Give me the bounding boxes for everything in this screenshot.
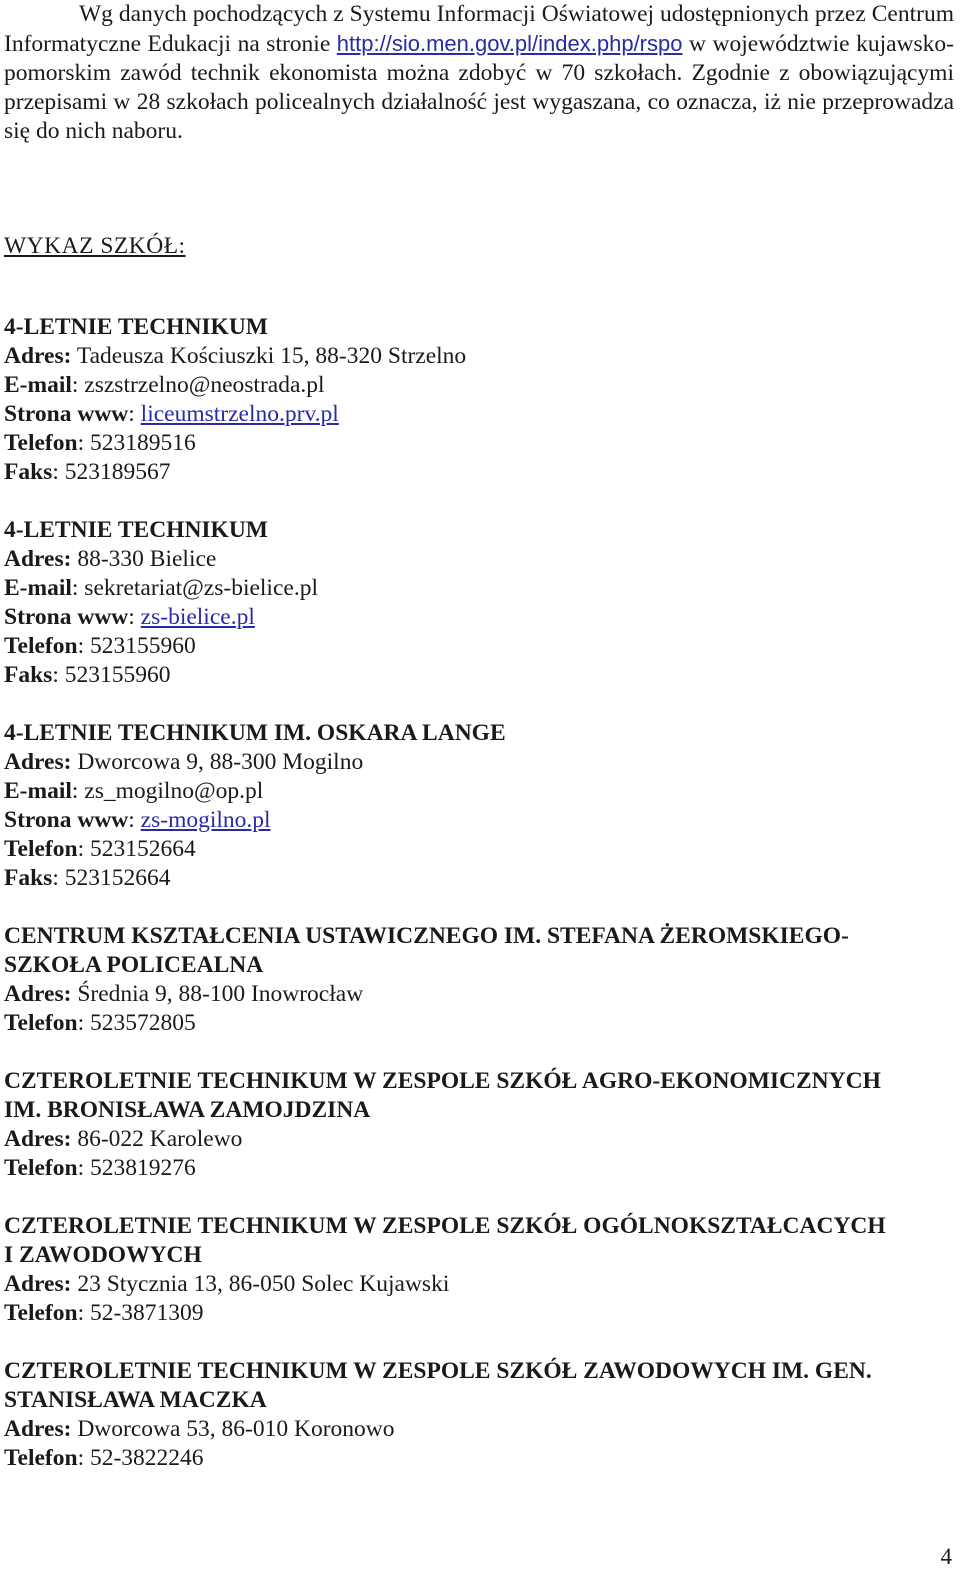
fax-value: 523189567 [64, 459, 171, 485]
fax-label: Faks [4, 865, 53, 891]
email-value: zs_mogilno@op.pl [84, 778, 264, 804]
website-label: Strona www [4, 604, 129, 630]
school-address [4, 980, 954, 1009]
school-email: E-mail: zs_mogilno@op.pl [4, 778, 264, 804]
email-label: E-mail [4, 575, 72, 601]
phone-value: 523572805 [89, 1010, 196, 1036]
school-phone: Telefon: 523189516 [4, 430, 196, 456]
school-email: E-mail: sekretariat@zs-bielice.pl [4, 575, 318, 601]
address-label: Adres: [4, 1271, 72, 1297]
school-phone: Telefon: 523152664 [4, 836, 196, 862]
school-website: Strona www: liceumstrzelno.prv.pl [4, 401, 339, 427]
school-name: 4-LETNIE TECHNIKUM [4, 517, 268, 543]
phone-label: Telefon [4, 1010, 78, 1036]
school-entry [4, 1067, 954, 1183]
address-value: Tadeusza Kościuszki 15, 88-320 Strzelno [76, 343, 467, 369]
address-value: Średnia 9, 88-100 Inowrocław [77, 981, 364, 1007]
address-label: Adres: [4, 749, 72, 775]
intro-text-part2: w województwie kujawsko-pomorskim zawód technik ekonomista można zdobyć w 70 szkołach. Zgodnie z obowiązującymi przepisami w 28 szkołach policealnych działalność jest wygaszana, co oznacza, iż nie przeprowadza się do nich naboru. [4, 31, 954, 144]
email-label: E-mail [4, 778, 72, 804]
school-address [4, 545, 954, 574]
school-fax: Faks: 523189567 [4, 459, 171, 485]
fax-label: Faks [4, 662, 53, 688]
school-entry [4, 922, 954, 1038]
school-fax: Faks: 523152664 [4, 865, 171, 891]
school-fax: Faks: 523155960 [4, 662, 171, 688]
school-name-line1: CZTEROLETNIE TECHNIKUM W ZESPOLE SZKÓŁ AGRO-EKONOMICZNYCH [4, 1068, 881, 1094]
website-link[interactable]: zs-mogilno.pl [140, 807, 271, 833]
school-name-line1: CZTEROLETNIE TECHNIKUM W ZESPOLE SZKÓŁ ZAWODOWYCH IM. GEN. [4, 1358, 872, 1384]
school-name: 4-LETNIE TECHNIKUM IM. OSKARA LANGE [4, 720, 506, 746]
phone-label: Telefon [4, 1445, 78, 1471]
sio-link[interactable]: http://sio.men.gov.pl/index.php/rspo [336, 31, 683, 56]
phone-value: 52-3822246 [89, 1445, 204, 1471]
phone-label: Telefon [4, 1300, 78, 1326]
school-address [4, 1270, 954, 1299]
school-entry [4, 313, 954, 487]
school-email: E-mail: zszstrzelno@neostrada.pl [4, 372, 325, 398]
address-value: Dworcowa 53, 86-010 Koronowo [77, 1416, 395, 1442]
school-address [4, 748, 954, 777]
school-entry [4, 1357, 954, 1473]
intro-text-part1: Wg danych pochodzących z Systemu Informacji Oświatowej udostępnionych przez Centrum Informatyczne Edukacji na stronie [4, 1, 954, 57]
address-label: Adres: [4, 546, 72, 572]
fax-value: 523152664 [64, 865, 171, 891]
phone-label: Telefon [4, 633, 78, 659]
school-phone: Telefon: 523572805 [4, 1010, 196, 1036]
school-name-line2: STANISŁAWA MACZKA [4, 1387, 267, 1413]
phone-value: 52-3871309 [89, 1300, 204, 1326]
website-label: Strona www [4, 401, 129, 427]
address-value: 23 Stycznia 13, 86-050 Solec Kujawski [77, 1271, 450, 1297]
school-address [4, 1125, 954, 1154]
school-phone: Telefon: 523819276 [4, 1155, 196, 1181]
school-entry [4, 516, 954, 690]
email-label: E-mail [4, 372, 72, 398]
school-address [4, 1415, 954, 1444]
school-name-line1: CENTRUM KSZTAŁCENIA USTAWICZNEGO IM. STEFANA ŻEROMSKIEGO- [4, 923, 849, 949]
school-name: 4-LETNIE TECHNIKUM [4, 314, 268, 340]
email-value: zszstrzelno@neostrada.pl [84, 372, 325, 398]
phone-value: 523152664 [89, 836, 196, 862]
address-value: 86-022 Karolewo [77, 1126, 243, 1152]
phone-label: Telefon [4, 1155, 78, 1181]
page-number: 4 [940, 1544, 952, 1569]
school-website: Strona www: zs-bielice.pl [4, 604, 255, 630]
intro-paragraph [4, 0, 954, 146]
website-link[interactable]: liceumstrzelno.prv.pl [140, 401, 339, 427]
phone-label: Telefon [4, 836, 78, 862]
school-name-line2: I ZAWODOWYCH [4, 1242, 202, 1268]
document-page [4, 0, 954, 1502]
address-label: Adres: [4, 1126, 72, 1152]
school-address [4, 342, 954, 371]
email-value: sekretariat@zs-bielice.pl [84, 575, 318, 601]
website-link[interactable]: zs-bielice.pl [140, 604, 255, 630]
school-name-line1: CZTEROLETNIE TECHNIKUM W ZESPOLE SZKÓŁ OGÓLNOKSZTAŁCACYCH [4, 1213, 886, 1239]
school-list-heading: WYKAZ SZKÓŁ: [4, 233, 186, 259]
school-name-line2: SZKOŁA POLICEALNA [4, 952, 264, 978]
school-name-line2: IM. BRONISŁAWA ZAMOJDZINA [4, 1097, 371, 1123]
school-entry [4, 719, 954, 893]
phone-value: 523189516 [89, 430, 196, 456]
phone-value: 523155960 [89, 633, 196, 659]
address-value: Dworcowa 9, 88-300 Mogilno [77, 749, 364, 775]
fax-label: Faks [4, 459, 53, 485]
phone-label: Telefon [4, 430, 78, 456]
school-entry [4, 1212, 954, 1328]
address-label: Adres: [4, 981, 72, 1007]
address-label: Adres: [4, 343, 72, 369]
address-value: 88-330 Bielice [77, 546, 217, 572]
school-phone: Telefon: 52-3871309 [4, 1300, 204, 1326]
school-phone: Telefon: 52-3822246 [4, 1445, 204, 1471]
school-list [4, 313, 954, 1473]
address-label: Adres: [4, 1416, 72, 1442]
phone-value: 523819276 [89, 1155, 196, 1181]
fax-value: 523155960 [64, 662, 171, 688]
school-website: Strona www: zs-mogilno.pl [4, 807, 271, 833]
school-phone: Telefon: 523155960 [4, 633, 196, 659]
website-label: Strona www [4, 807, 129, 833]
